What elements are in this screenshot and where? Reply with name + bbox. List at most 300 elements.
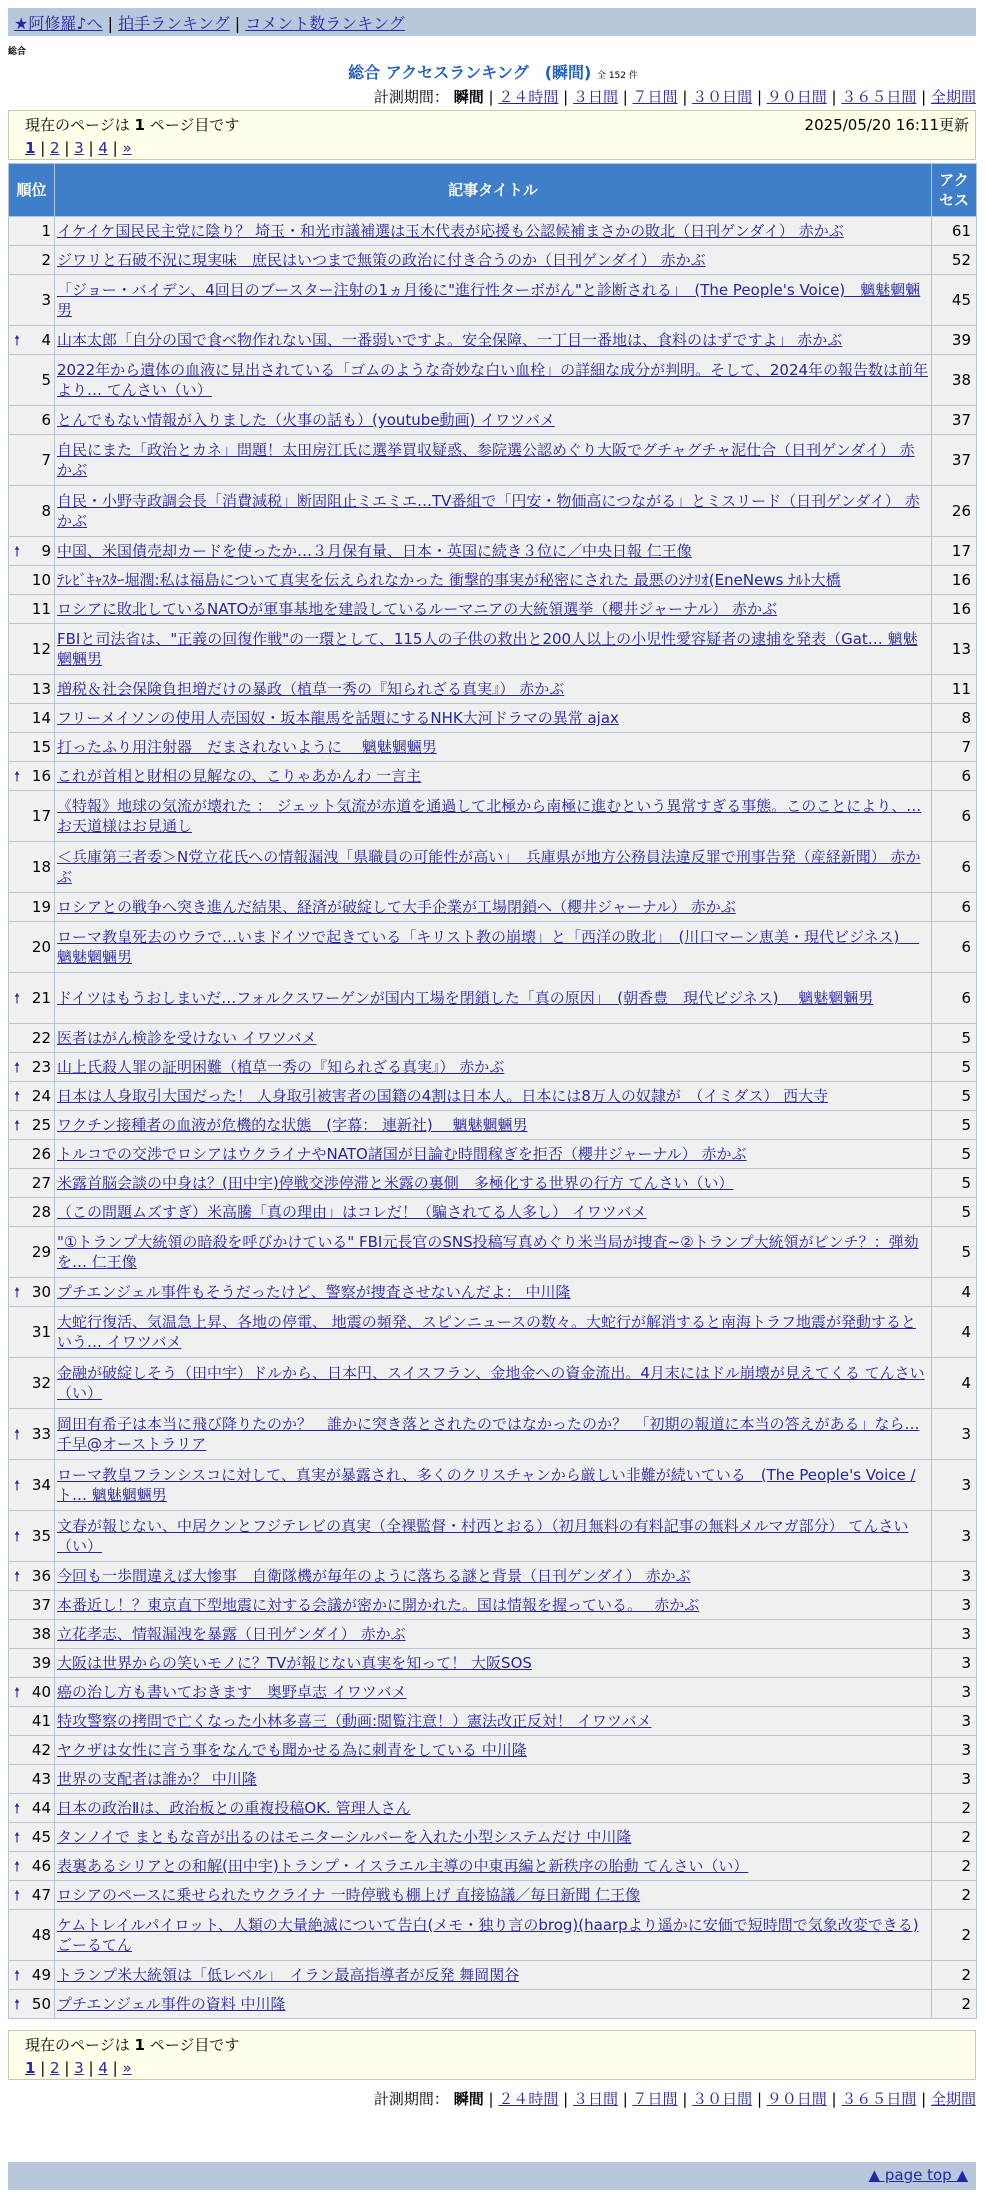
access-count: 38 — [932, 355, 977, 406]
table-row — [9, 435, 977, 486]
rank-cell — [9, 1278, 55, 1307]
access-count: 3 — [932, 1707, 977, 1736]
rank-cell — [9, 1881, 55, 1910]
article-link[interactable]: ﾃﾚﾋﾞｷｬｽﾀｰ堀潤:私は福島について真実を伝えられなかった 衝撃的事実が秘密にされた 最悪のｼﾅﾘｵ(EneNews ﾅﾙﾄ大橋 — [57, 571, 841, 589]
rank-number: 32 — [31, 1374, 51, 1392]
period-option-link[interactable]: ３６５日間 — [841, 2090, 917, 2108]
access-count: 26 — [932, 486, 977, 537]
title-cell — [55, 537, 932, 566]
title-cell — [55, 842, 932, 893]
table-row — [9, 326, 977, 355]
rank-cell — [9, 595, 55, 624]
header-rank: 順位 — [9, 164, 55, 217]
rank-number: 45 — [31, 1828, 51, 1846]
pager-link[interactable]: » — [122, 2059, 132, 2077]
title-cell — [55, 1649, 932, 1678]
rank-up-arrow-icon: 🠕 — [14, 1089, 21, 1105]
rank-cell — [9, 1198, 55, 1227]
table-row — [9, 1794, 977, 1823]
access-count: 3 — [932, 1678, 977, 1707]
rank-up-arrow-icon: 🠕 — [14, 1060, 21, 1076]
rank-number: 42 — [31, 1741, 51, 1759]
rank-number: 24 — [31, 1087, 51, 1105]
title-cell — [55, 1961, 932, 1990]
access-count: 39 — [932, 326, 977, 355]
rank-cell — [9, 1024, 55, 1053]
rank-number: 1 — [41, 222, 51, 240]
rank-cell — [9, 842, 55, 893]
article-link[interactable]: 自民・小野寺政調会長「消費減税」断固阻止ミエミエ…TV番組で「円安・物価高につながる」とミスリード（日刊ゲンダイ） 赤かぶ — [57, 492, 920, 530]
table-row — [9, 1707, 977, 1736]
access-count: 5 — [932, 1053, 977, 1082]
article-link[interactable]: 米露首脳会談の中身は？(田中宇)停戦交渉停滞と米露の裏側 多極化する世界の行方 てんさい（い） — [57, 1174, 734, 1192]
article-link[interactable]: 癌の治し方も書いておきます 奥野卓志 イワツバメ — [57, 1683, 407, 1701]
table-row — [9, 973, 977, 1024]
title-cell — [55, 624, 932, 675]
pager-link[interactable]: 4 — [98, 139, 108, 157]
rank-number: 29 — [31, 1243, 51, 1261]
title-cell — [55, 1169, 932, 1198]
rank-up-arrow-icon: 🠕 — [14, 1888, 21, 1904]
table-row — [9, 1024, 977, 1053]
period-separator: | — [677, 88, 693, 106]
pager-link[interactable]: » — [122, 139, 132, 157]
article-link[interactable]: 自民にまた「政治とカネ」問題！太田房江氏に選挙買収疑惑、参院選公認めぐり大阪でグチャグチャ泥仕合（日刊ゲンダイ） 赤かぶ — [57, 441, 915, 479]
access-count: 45 — [932, 275, 977, 326]
rank-cell — [9, 486, 55, 537]
article-link[interactable]: タンノイで まともな音が出るのはモニターシルバーを入れた小型システムだけ 中川隆 — [57, 1828, 632, 1846]
table-row — [9, 675, 977, 704]
rank-number: 11 — [31, 600, 51, 618]
article-link[interactable]: プチエンジェル事件の資料 中川隆 — [57, 1995, 286, 2013]
access-count: 3 — [932, 1649, 977, 1678]
table-row — [9, 1227, 977, 1278]
rank-cell — [9, 537, 55, 566]
article-link[interactable]: フリーメイソンの使用人売国奴・坂本龍馬を話題にするNHK大河ドラマの異常 ajax — [57, 709, 619, 727]
article-link[interactable]: 金融が破綻しそう（田中宇）ドルから、日本円、スイスフラン、金地金への資金流出。4月末にはドル崩壊が見えてくる てんさい（い） — [57, 1364, 925, 1402]
title-cell — [55, 733, 932, 762]
period-option-link[interactable]: ９０日間 — [766, 88, 827, 106]
article-link[interactable]: 《特報》地球の気流が壊れた ： ジェット気流が赤道を通過して北極から南極に進むという異常すぎる事態。このことにより、… お天道様はお見通し — [57, 797, 922, 835]
rank-cell — [9, 1591, 55, 1620]
table-row — [9, 1082, 977, 1111]
article-link[interactable]: 日本は人身取引大国だった！ 人身取引被害者の国籍の4割は日本人。日本には8万人の奴隷が （イミダス） 西大寺 — [57, 1087, 829, 1105]
title-cell — [55, 1053, 932, 1082]
table-row — [9, 1511, 977, 1562]
article-link[interactable]: 増税＆社会保険負担増だけの暴政（植草一秀の『知られざる真実』） 赤かぶ — [57, 680, 565, 698]
title-cell — [55, 1794, 932, 1823]
access-count: 37 — [932, 435, 977, 486]
article-link[interactable]: ワクチン接種者の血液が危機的な状態 (字幕： 連新社) 魑魅魍魎男 — [57, 1116, 528, 1134]
rank-number: 41 — [31, 1712, 51, 1730]
rank-number: 14 — [31, 709, 51, 727]
period-options — [489, 2090, 977, 2108]
comment-ranking-link[interactable]: コメント数ランキング — [245, 14, 405, 33]
rank-number: 17 — [31, 807, 51, 825]
article-link[interactable]: 表裏あるシリアとの和解(田中宇)トランプ・イスラエル主導の中東再編と新秩序の胎動 てんさい（い） — [57, 1857, 749, 1875]
period-separator: | — [916, 2090, 931, 2108]
article-link[interactable]: 打ったふり用注射器 だまされないように 魑魅魍魎男 — [57, 738, 437, 756]
article-link[interactable]: 医者はがん検診を受けない イワツバメ — [57, 1029, 317, 1047]
title-cell — [55, 1358, 932, 1409]
pager-current-link[interactable]: 1 — [25, 2059, 36, 2077]
period-separator: | — [752, 88, 767, 106]
rank-cell — [9, 1990, 55, 2019]
rank-cell — [9, 791, 55, 842]
article-link[interactable]: 山本太郎「自分の国で食べ物作れない国、一番弱いですよ。安全保障、一丁目一番地は、食料のはずですよ」 赤かぶ — [57, 331, 843, 349]
access-count: 4 — [932, 1278, 977, 1307]
ranking-table — [8, 163, 977, 2019]
rank-cell — [9, 973, 55, 1024]
top-nav-bar — [8, 8, 976, 36]
article-link[interactable]: ロシアとの戦争へ突き進んだ結果、経済が破綻して大手企業が工場閉鎖へ（櫻井ジャーナル） 赤かぶ — [57, 898, 736, 916]
page-title-block — [0, 60, 986, 83]
title-cell — [55, 1140, 932, 1169]
article-link[interactable]: ジワリと石破不況に現実味 庶民はいつまで無策の政治に付き合うのか（日刊ゲンダイ） 赤かぶ — [57, 251, 706, 269]
table-row — [9, 1990, 977, 2019]
rank-cell — [9, 1562, 55, 1591]
rank-cell — [9, 1307, 55, 1358]
article-link[interactable]: トルコでの交渉でロシアはウクライナやNATO諸国が目論む時間稼ぎを拒否（櫻井ジャーナル） 赤かぶ — [57, 1145, 747, 1163]
rank-up-arrow-icon: 🠕 — [14, 769, 21, 785]
table-row — [9, 1278, 977, 1307]
access-count: 6 — [932, 973, 977, 1024]
pager-text: ページ目です — [149, 116, 240, 134]
nav-separator: | — [107, 14, 114, 33]
pager-text: 現在のページは — [25, 2036, 130, 2054]
article-link[interactable]: プチエンジェル事件もそうだったけど、警察が捜査させないんだよ： 中川隆 — [57, 1283, 571, 1301]
title-cell — [55, 1227, 932, 1278]
rank-number: 37 — [31, 1596, 51, 1614]
pager-top — [8, 110, 976, 160]
table-row — [9, 246, 977, 275]
article-link[interactable]: とんでもない情報が入りました（火事の話も）(youtube動画) イワツバメ — [57, 411, 555, 429]
nav-separator: | — [234, 14, 241, 33]
rank-number: 19 — [31, 898, 51, 916]
title-cell — [55, 1881, 932, 1910]
rank-cell — [9, 326, 55, 355]
title-cell — [55, 1307, 932, 1358]
rank-cell — [9, 1910, 55, 1961]
article-link[interactable]: 文春が報じない、中居クンとフジテレビの真実（全裸監督・村西とおる）（初月無料の有料記事の無料メルマガ部分） てんさい（い） — [57, 1517, 909, 1555]
access-count: 3 — [932, 1460, 977, 1511]
rank-number: 47 — [31, 1886, 51, 1904]
rank-number: 31 — [31, 1323, 51, 1341]
rank-cell — [9, 355, 55, 406]
pager-current-link[interactable]: 1 — [25, 139, 36, 157]
rank-cell — [9, 893, 55, 922]
period-label: 計測期間： — [373, 88, 449, 106]
access-count: 2 — [932, 1794, 977, 1823]
title-cell — [55, 1620, 932, 1649]
article-link[interactable]: 特攻警察の拷問で亡くなった小林多喜三（動画:閲覧注意！）憲法改正反対！ イワツバメ — [57, 1712, 652, 1730]
article-link[interactable]: 立花孝志、情報漏洩を暴露（日刊ゲンダイ） 赤かぶ — [57, 1625, 406, 1643]
title-cell — [55, 1823, 932, 1852]
rank-number: 16 — [31, 767, 51, 785]
rank-cell — [9, 1511, 55, 1562]
rank-up-arrow-icon: 🠕 — [14, 1801, 21, 1817]
table-row — [9, 1765, 977, 1794]
article-link[interactable]: トランプ米大統領は「低レベル」 イラン最高指導者が反発 舞岡関谷 — [57, 1966, 520, 1984]
rank-cell — [9, 1227, 55, 1278]
period-separator: | — [558, 88, 573, 106]
table-row — [9, 624, 977, 675]
article-link[interactable]: ロシアに敗北しているNATOが軍事基地を建設しているルーマニアの大統領選挙（櫻井ジャーナル） 赤かぶ — [57, 600, 778, 618]
rank-number: 18 — [31, 858, 51, 876]
pager-separator: | — [35, 2059, 51, 2077]
rank-number: 12 — [31, 640, 51, 658]
rank-cell — [9, 1765, 55, 1794]
period-option-link[interactable]: ７日間 — [632, 2090, 678, 2108]
rank-number: 35 — [31, 1527, 51, 1545]
article-link[interactable]: ケムトレイルパイロット、人類の大量絶滅について告白(メモ・独り言のbrog)(haarpより遥かに安価で短時間で気象改変できる) ごーるてん — [57, 1916, 919, 1954]
table-row — [9, 1823, 977, 1852]
rank-cell — [9, 1794, 55, 1823]
period-current: 瞬間 — [453, 88, 484, 106]
article-link[interactable]: 日本の政治Ⅱは、政治板との重複投稿OK. 管理人さん — [57, 1799, 411, 1817]
period-option-link[interactable]: ３日間 — [572, 88, 618, 106]
period-option-link[interactable]: 全期間 — [930, 88, 976, 106]
table-row — [9, 1961, 977, 1990]
rank-number: 36 — [31, 1567, 51, 1585]
pager-bottom — [8, 2030, 976, 2080]
article-link[interactable]: ヤクザは女性に言う事をなんでも聞かせる為に刺青をしている 中川隆 — [57, 1741, 527, 1759]
rank-up-arrow-icon: 🠕 — [14, 1569, 21, 1585]
article-link[interactable]: これが首相と財相の見解なの、こりゃあかんわ 一言主 — [57, 767, 422, 785]
table-row — [9, 275, 977, 326]
period-option-link[interactable]: ３日間 — [572, 2090, 618, 2108]
table-row — [9, 1358, 977, 1409]
rank-number: 30 — [31, 1283, 51, 1301]
pager-separator: | — [35, 139, 51, 157]
rank-number: 34 — [31, 1476, 51, 1494]
title-cell — [55, 1198, 932, 1227]
rank-number: 22 — [31, 1029, 51, 1047]
article-link[interactable]: 山上氏殺人罪の証明困難（植草一秀の『知られざる真実』） 赤かぶ — [57, 1058, 505, 1076]
period-option-link[interactable]: ３０日間 — [692, 88, 753, 106]
title-cell — [55, 704, 932, 733]
access-count: 5 — [932, 1169, 977, 1198]
table-row — [9, 762, 977, 791]
rank-number: 9 — [41, 542, 51, 560]
rank-cell — [9, 733, 55, 762]
table-row — [9, 1562, 977, 1591]
access-count: 2 — [932, 1823, 977, 1852]
rank-up-arrow-icon: 🠕 — [14, 333, 21, 349]
access-count: 13 — [932, 624, 977, 675]
table-row — [9, 1649, 977, 1678]
table-row — [9, 704, 977, 733]
period-separator: | — [617, 2090, 633, 2108]
rank-cell — [9, 1169, 55, 1198]
rank-cell — [9, 566, 55, 595]
rank-cell — [9, 1707, 55, 1736]
rank-cell — [9, 217, 55, 246]
rank-number: 40 — [31, 1683, 51, 1701]
rank-cell — [9, 246, 55, 275]
access-count: 52 — [932, 246, 977, 275]
rank-cell — [9, 1823, 55, 1852]
table-row — [9, 1460, 977, 1511]
bottom-bar — [8, 2162, 976, 2190]
rank-number: 5 — [41, 371, 51, 389]
period-option-link[interactable]: ２４時間 — [498, 88, 559, 106]
title-cell — [55, 1990, 932, 2019]
access-count: 5 — [932, 1111, 977, 1140]
rank-number: 2 — [41, 251, 51, 269]
article-link[interactable]: ローマ教皇フランシスコに対して、真実が暴露され、多くのクリスチャンから厳しい非難が続いている (The People's Voice / ト… 魑魅魍魎男 — [57, 1466, 916, 1504]
access-count: 4 — [932, 1307, 977, 1358]
title-cell — [55, 1409, 932, 1460]
title-cell — [55, 1707, 932, 1736]
rank-cell — [9, 1852, 55, 1881]
rank-cell — [9, 624, 55, 675]
article-link[interactable]: ドイツはもうおしまいだ…フォルクスワーゲンが国内工場を閉鎖した「真の原因」 (朝香豊 現代ビジネス) 魑魅魍魎男 — [57, 989, 874, 1007]
article-link[interactable]: 2022年から遺体の血液に見出されている「ゴムのような奇妙な白い血栓」の詳細な成分が判明。そして、2024年の報告数は前年より… てんさい（い） — [57, 361, 929, 399]
article-link[interactable]: "①トランプ大統領の暗殺を呼びかけている" FBI元長官のSNS投稿写真めぐり米当局が捜査~②トランプ大統領がピンチ？：弾劾を… 仁王像 — [57, 1233, 919, 1271]
table-row — [9, 893, 977, 922]
article-link[interactable]: ＜兵庫第三者委＞N党立花氏への情報漏洩「県職員の可能性が高い」 兵庫県が地方公務員法違反罪で刑事告発（産経新聞） 赤かぶ — [57, 848, 921, 886]
title-cell — [55, 1562, 932, 1591]
rank-cell — [9, 1678, 55, 1707]
page-title: 総合 アクセスランキング (瞬間) — [348, 63, 592, 82]
rank-number: 28 — [31, 1203, 51, 1221]
rank-cell — [9, 1111, 55, 1140]
access-count: 6 — [932, 893, 977, 922]
rank-number: 8 — [41, 502, 51, 520]
rank-number: 3 — [41, 291, 51, 309]
period-selector — [374, 86, 976, 107]
rank-cell — [9, 1961, 55, 1990]
rank-number: 38 — [31, 1625, 51, 1643]
article-link[interactable]: 今回も一歩間違えば大惨事 自衛隊機が毎年のように落ちる謎と背景（日刊ゲンダイ） 赤かぶ — [57, 1567, 691, 1585]
access-count: 3 — [932, 1736, 977, 1765]
pager-link[interactable]: 2 — [50, 139, 60, 157]
access-count: 16 — [932, 595, 977, 624]
page-top-link[interactable]: ▲ page top ▲ — [868, 2166, 968, 2184]
rank-up-arrow-icon: 🠕 — [14, 1968, 21, 1984]
table-row — [9, 733, 977, 762]
article-link[interactable]: FBIと司法省は、"正義の回復作戦"の一環として、115人の子供の救出と200人以上の小児性愛容疑者の逮捕を発表（Gat… 魑魅魍魎男 — [57, 630, 918, 668]
table-row — [9, 922, 977, 973]
access-count: 6 — [932, 922, 977, 973]
home-link[interactable]: ★阿修羅♪へ — [14, 14, 103, 33]
access-count: 37 — [932, 406, 977, 435]
article-link[interactable]: 大蛇行復活、気温急上昇、各地の停電、 地震の頻発、スピンニュースの数々。大蛇行が解消すると南海トラフ地震が発動するという… イワツバメ — [57, 1313, 917, 1351]
rank-cell — [9, 1736, 55, 1765]
access-count: 4 — [932, 1358, 977, 1409]
rank-up-arrow-icon: 🠕 — [14, 1285, 21, 1301]
period-option-link[interactable]: ３６５日間 — [841, 88, 917, 106]
period-option-link[interactable]: 全期間 — [930, 2090, 976, 2108]
access-count: 16 — [932, 566, 977, 595]
rank-cell — [9, 1358, 55, 1409]
title-cell — [55, 275, 932, 326]
ranking-table-body — [9, 217, 977, 2019]
article-link[interactable]: ロシアのペースに乗せられたウクライナ 一時停戦も棚上げ 直接協議／毎日新聞 仁王像 — [57, 1886, 641, 1904]
title-cell — [55, 1765, 932, 1794]
access-count: 8 — [932, 704, 977, 733]
rank-up-arrow-icon: 🠕 — [14, 1118, 21, 1134]
rank-cell — [9, 1140, 55, 1169]
table-row — [9, 842, 977, 893]
article-link[interactable]: 「ジョー・バイデン、4回目のブースター注射の1ヵ月後に"進行性ターボがん"と診断される」 (The People's Voice) 魑魅魍魎男 — [57, 281, 921, 319]
period-option-link[interactable]: ９０日間 — [766, 2090, 827, 2108]
article-link[interactable]: 岡田有希子は本当に飛び降りたのか？ 誰かに突き落とされたのではなかったのか？ 「初期の報道に本当の答えがある」なら… 千早@オーストラリア — [57, 1415, 920, 1453]
article-link[interactable]: ローマ教皇死去のウラで…いまドイツで起きている「キリスト教の崩壊」と「西洋の敗北」 (川口マーン恵美・現代ビジネス) 魑魅魍魎男 — [57, 928, 920, 966]
rank-up-arrow-icon: 🠕 — [14, 1997, 21, 2013]
pager-separator: | — [107, 139, 123, 157]
access-count: 3 — [932, 1620, 977, 1649]
rank-number: 27 — [31, 1174, 51, 1192]
article-link[interactable]: （この問題ムズすぎ）米高騰「真の理由」はコレだ！（騙されてる人多し） イワツバメ — [57, 1203, 647, 1221]
period-selector-bottom — [374, 2088, 976, 2109]
period-separator: | — [617, 88, 633, 106]
rank-cell — [9, 275, 55, 326]
period-separator: | — [558, 2090, 573, 2108]
title-cell — [55, 326, 932, 355]
article-link[interactable]: 中国、米国債売却カードを使ったか…３月保有量、日本・英国に続き３位に／中央日報 仁王像 — [57, 542, 692, 560]
pager-current-page: 1 — [134, 116, 145, 134]
clap-ranking-link[interactable]: 拍手ランキング — [118, 14, 230, 33]
article-link[interactable]: 本番近し！？東京直下型地震に対する会議が密かに開かれた。国は情報を握っている。 赤かぶ — [57, 1596, 700, 1614]
access-count: 5 — [932, 1140, 977, 1169]
rank-number: 33 — [31, 1425, 51, 1443]
pager-link[interactable]: 3 — [74, 2059, 84, 2077]
title-cell — [55, 595, 932, 624]
period-separator: | — [916, 88, 931, 106]
rank-number: 21 — [31, 989, 51, 1007]
title-cell — [55, 246, 932, 275]
access-count: 6 — [932, 791, 977, 842]
title-cell — [55, 486, 932, 537]
pager-link[interactable]: 2 — [50, 2059, 60, 2077]
access-count: 11 — [932, 675, 977, 704]
article-link[interactable]: 世界の支配者は誰か？ 中川隆 — [57, 1770, 257, 1788]
access-count: 7 — [932, 733, 977, 762]
total-count: 全 152 件 — [596, 71, 638, 81]
title-cell — [55, 355, 932, 406]
period-option-link[interactable]: ３０日間 — [692, 2090, 753, 2108]
pager-separator: | — [59, 2059, 75, 2077]
table-row — [9, 1198, 977, 1227]
rank-number: 15 — [31, 738, 51, 756]
pager-link[interactable]: 3 — [74, 139, 84, 157]
rank-up-arrow-icon: 🠕 — [14, 1685, 21, 1701]
pager-separator: | — [83, 139, 99, 157]
rank-number: 13 — [31, 680, 51, 698]
table-row — [9, 1678, 977, 1707]
rank-cell — [9, 762, 55, 791]
rank-number: 39 — [31, 1654, 51, 1672]
rank-cell — [9, 922, 55, 973]
table-row — [9, 1852, 977, 1881]
rank-up-arrow-icon: 🠕 — [14, 1478, 21, 1494]
title-cell — [55, 1678, 932, 1707]
period-option-link[interactable]: ２４時間 — [498, 2090, 559, 2108]
rank-number: 7 — [41, 451, 51, 469]
article-link[interactable]: イケイケ国民民主党に陰り？ 埼玉・和光市議補選は玉木代表が応援も公認候補まさかの敗北（日刊ゲンダイ） 赤かぶ — [57, 222, 844, 240]
article-link[interactable]: 大阪は世界からの笑いモノに？TVが報じない真実を知って！ 大阪SOS — [57, 1654, 532, 1672]
header-title: 記事タイトル — [55, 164, 932, 217]
rank-up-arrow-icon: 🠕 — [14, 991, 21, 1007]
pager-link[interactable]: 4 — [98, 2059, 108, 2077]
period-option-link[interactable]: ７日間 — [632, 88, 678, 106]
title-cell — [55, 791, 932, 842]
rank-cell — [9, 406, 55, 435]
rank-number: 4 — [41, 331, 51, 349]
table-row — [9, 1053, 977, 1082]
